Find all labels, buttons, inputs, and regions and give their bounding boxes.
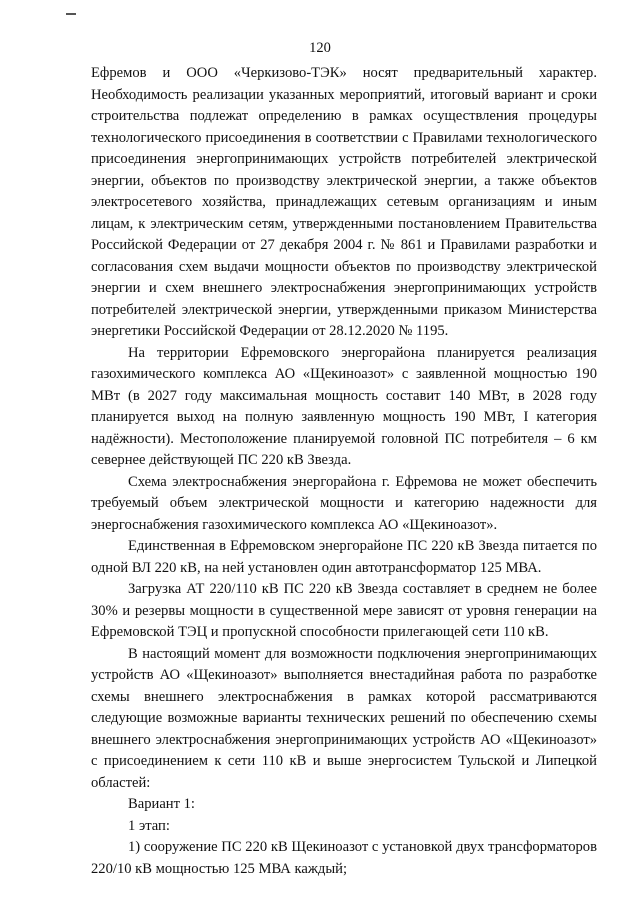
page-number: 120 xyxy=(309,40,331,56)
paragraph-4: Единственная в Ефремовском энергорайоне ПС 220 кВ Звезда питается по одной ВЛ 220 кВ, на ней установлен один автотрансформатор 125 МВА. xyxy=(91,538,597,576)
variant-heading: Вариант 1: xyxy=(128,796,195,812)
stage-heading: 1 этап: xyxy=(128,817,170,834)
scan-mark xyxy=(66,13,76,15)
paragraph-5: Загрузка АТ 220/110 кВ ПС 220 кВ Звезда составляет в среднем не более 30% и резервы мощности в существенной мере зависят от уровня генерации на Ефремовской ТЭЦ и пропускной способности прилегающей сети 110 кВ. xyxy=(91,581,597,640)
paragraph-2: На территории Ефремовского энергорайона планируется реализация газохимического комплекса АО «Щекиноазот» с заявленной мощностью 190 МВт (в 2027 году максимальная мощность составит 140 МВт, в 2028 году планируется выход на полную заявленную мощность 190 МВт, I категория надёжности). Местоположение планируемой головной ПС потребителя – 6 км севернее действующей ПС 220 кВ Звезда. xyxy=(91,344,597,468)
paragraph-3: Схема электроснабжения энергорайона г. Ефремова не может обеспечить требуемый объем электрической мощности и категорию надежности для энергоснабжения газохимического комплекса АО «Щекиноазот». xyxy=(91,473,597,533)
list-item-1: 1) сооружение ПС 220 кВ Щекиноазот с установкой двух трансформаторов 220/10 кВ мощностью 125 МВА каждый; xyxy=(91,839,597,877)
paragraph-1: Ефремов и ООО «Черкизово-ТЭК» носят предварительный характер. Необходимость реализации указанных мероприятий, итоговый вариант и сроки строительства подлежат определению в рамках осуществления процедуры технологического присоединения в соответствии с Правилами технологического присоединения энергопринимающих устройств потребителей электрической энергии, объектов по производству электрической энергии, а также объектов электросетевого хозяйства, принадлежащих сетевым организациям и иным лицам, к электрическим сетям, утвержденными постановлением Правительства Российской Федерации от 27 декабря 2004 г. № 861 и Правилами разработки и согласования схем выдачи мощности объектов по производству электрической энергии и схем внешнего электроснабжения энергопринимающих устройств потребителей электрической энергии, утвержденными приказом Министерства энергетики Российской Федерации от 28.12.2020 № 1195. xyxy=(91,65,597,339)
document-body xyxy=(91,63,597,880)
paragraph-6: В настоящий момент для возможности подключения энергопринимающих устройств АО «Щекиноазот» выполняется внестадийная работа по разработке схемы внешнего электроснабжения в рамках которой рассматриваются следующие возможные варианты технических решений по обеспечению схемы внешнего электроснабжения энергопринимающих устройств АО «Щекиноазот» с присоединением к сети 110 кВ и выше энергосистем Тульской и Липецкой областей: xyxy=(91,645,597,791)
